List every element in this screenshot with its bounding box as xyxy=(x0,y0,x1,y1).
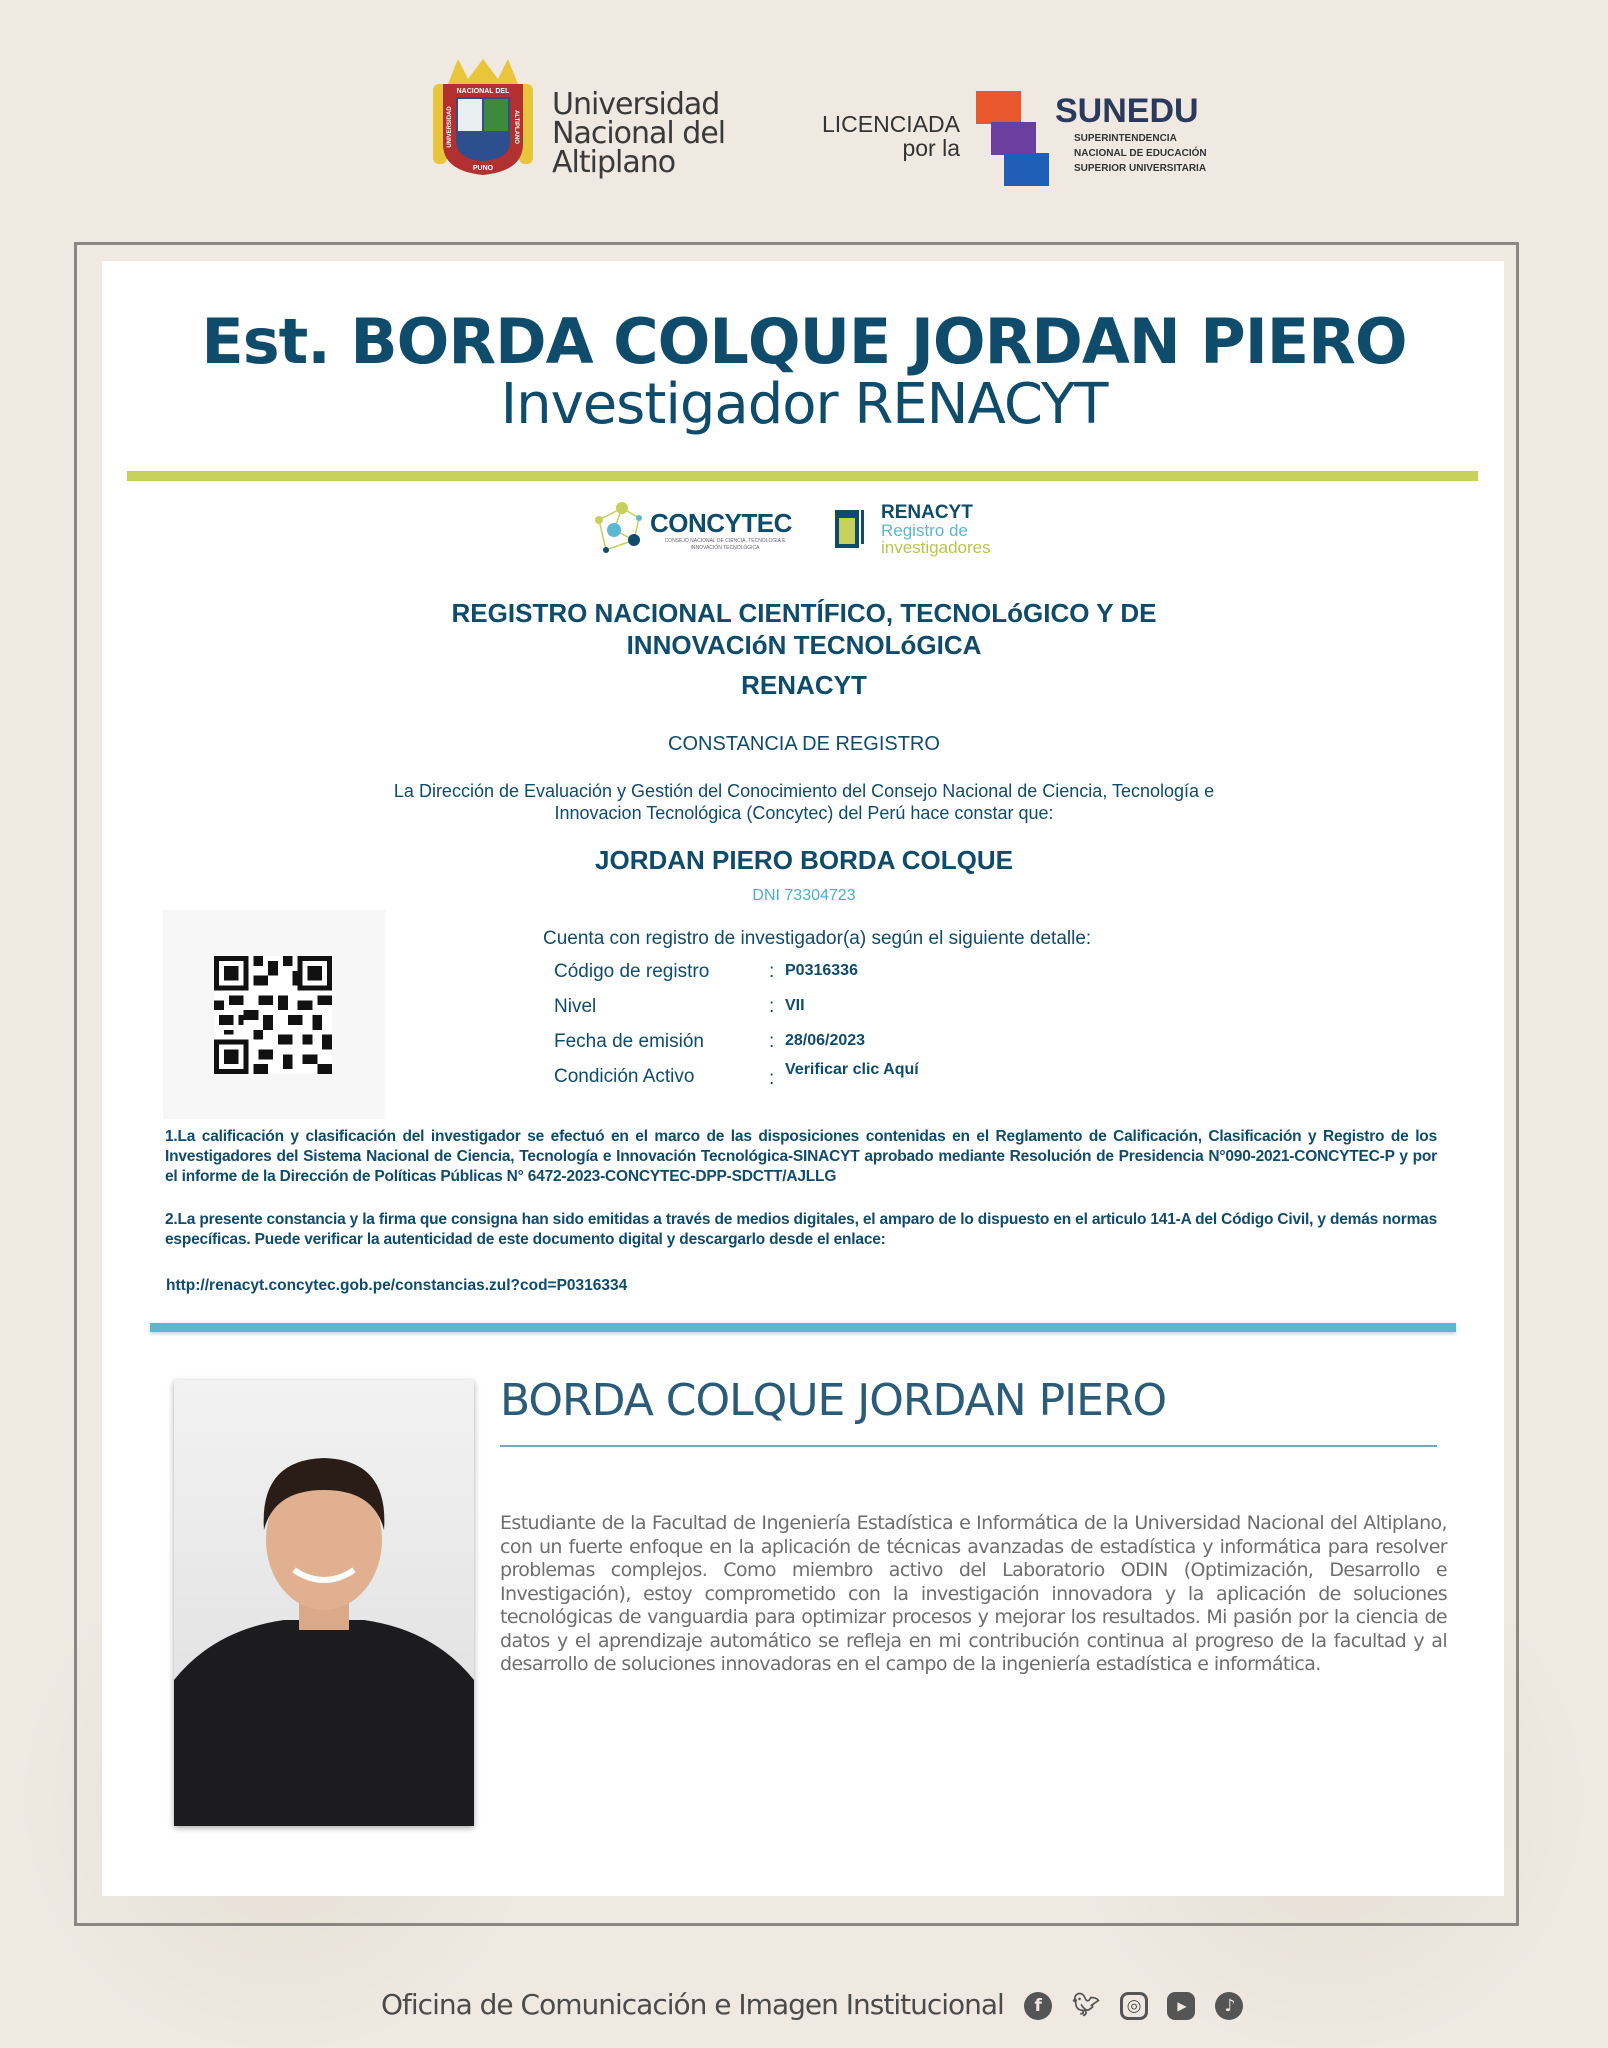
verify-link[interactable]: Verificar clic Aquí xyxy=(785,1061,919,1078)
facebook-icon[interactable]: f xyxy=(1024,1992,1052,2020)
sunedu-subtitle xyxy=(1074,131,1207,176)
licensed-by: por la xyxy=(902,135,960,161)
tiktok-icon[interactable]: ♪ xyxy=(1215,1992,1243,2020)
detail-label: Código de registro xyxy=(554,961,710,982)
license-text xyxy=(818,112,960,160)
renacyt-subtitle: investigadores xyxy=(881,538,991,557)
renacyt-subtitle: Registro de xyxy=(881,521,968,540)
detail-label: Condición Activo xyxy=(554,1066,695,1087)
licensed-label: LICENCIADA xyxy=(821,111,960,137)
profile-name: BORDA COLQUE JORDAN PIERO xyxy=(500,1375,1167,1426)
registration-code: P0316336 xyxy=(785,962,858,979)
certificate-subtitle: CONSTANCIA DE REGISTRO xyxy=(668,733,940,755)
detail-colon: : xyxy=(769,1068,775,1089)
researcher-name: JORDAN PIERO BORDA COLQUE xyxy=(595,845,1013,875)
profile-divider xyxy=(500,1445,1437,1447)
dni: DNI 73304723 xyxy=(752,887,856,904)
detail-colon: : xyxy=(769,1031,775,1052)
detail-label: Fecha de emisión xyxy=(554,1031,704,1052)
detail-colon: : xyxy=(769,996,775,1017)
person-photo-icon xyxy=(174,1380,474,1826)
sunedu-title: SUNEDU xyxy=(1055,92,1199,130)
certificate-heading: RENACYT xyxy=(741,670,867,700)
note-1: 1.La calificación y clasificación del investigador se efectuó en el marco de las disposiciones contenidas en el Reglamento de Calificación, Clasificación y Registro de los Investigadores del Sistema Nacional de Ciencia, Tecnología e Innovación Tecnológica-SINACYT aprobado mediante Resolución de Presidencia N°090-2021-CONCYTEC-P y por el informe de la Dirección de Políticas Públicas N° 6472-2023-CONCYTEC-DPP-SDCTT/AJLLG xyxy=(165,1128,1437,1185)
university-name-line: Altiplano xyxy=(552,145,676,180)
issue-date: 28/06/2023 xyxy=(785,1032,866,1049)
profile-bio: Estudiante de la Facultad de Ingeniería Estadística e Informática de la Universidad Nacional del Altiplano, con un fuerte enfoque en la aplicación de técnicas avanzadas de estadística y informática para resolver problemas complejos. Como miembro activo del Laboratorio ODIN (Optimización, Desarrollo e Investigación), estoy comprometido con la investigación innovadora y la aplicación de soluciones tecnológicas de vanguardia para optimizar procesos y mejorar los resultados. Mi pasión por la ciencia de datos y el aprendizaje automático se refleja en mi contribución continua al progreso de la facultad y al desarrollo de soluciones innovadoras en el campo de la ingeniería estadística e informática. xyxy=(500,1512,1447,1675)
office-name: Oficina de Comunicación e Imagen Institucional xyxy=(381,1988,1004,2021)
level-value: VII xyxy=(785,997,805,1014)
note-2: 2.La presente constancia y la firma que consigna han sido emitidas a través de medios digitales, el amparo de lo dispuesto en el articulo 141-A del Código Civil, y demás normas específicas. Puede verificar la autenticidad de este documento digital y descargarlo desde el enlace: xyxy=(165,1211,1437,1248)
detail-colon: : xyxy=(769,961,775,982)
university-logo xyxy=(428,59,538,177)
crest-text-right: ALTIPLANO xyxy=(513,110,519,144)
detail-intro: Cuenta con registro de investigador(a) según el siguiente detalle: xyxy=(543,928,1092,949)
profile-photo xyxy=(174,1380,474,1826)
crest-text-bottom: PUNO xyxy=(472,165,494,172)
crest-text-left: UNIVERSIDAD xyxy=(447,106,453,148)
youtube-icon[interactable]: ▶ xyxy=(1167,1992,1195,2020)
divider xyxy=(127,471,1478,481)
sunedu-sub-line: SUPERINTENDENCIA xyxy=(1074,133,1177,144)
concytec-logo xyxy=(594,500,804,560)
university-name xyxy=(552,87,726,180)
certificate-heading: REGISTRO NACIONAL CIENTÍFICO, TECNOLóGICO Y DE xyxy=(451,598,1157,628)
certificate-heading: INNOVACIóN TECNOLóGICA xyxy=(626,630,982,660)
verification-url[interactable]: http://renacyt.concytec.gob.pe/constancias.zul?cod=P0316334 xyxy=(166,1277,628,1294)
clipboard-icon xyxy=(833,506,867,550)
university-name-line: Nacional del xyxy=(552,116,726,151)
detail-label: Nivel xyxy=(554,996,597,1017)
crest-text-top: NACIONAL DEL xyxy=(456,88,510,95)
certificate-intro: La Dirección de Evaluación y Gestión del Conocimiento del Consejo Nacional de Ciencia, Tecnología e xyxy=(393,781,1215,801)
twitter-icon[interactable]: 🐦︎ xyxy=(1072,1993,1100,2018)
concytec-subtitle: CONSEJO NACIONAL DE CIENCIA, TECNOLOGÍA E INNOVACIÓN TECNOLÓGICA xyxy=(664,538,786,551)
sunedu-logo-icon xyxy=(966,89,1061,189)
page-title: Est. BORDA COLQUE JORDAN PIERO xyxy=(201,305,1407,378)
footer xyxy=(381,1988,1243,2021)
sunedu-sub-line: SUPERIOR UNIVERSITARIA xyxy=(1074,163,1207,174)
sunedu-sub-line: NACIONAL DE EDUCACIÓN xyxy=(1074,148,1207,159)
university-name-line: Universidad xyxy=(552,87,720,122)
concytec-network-icon xyxy=(594,500,650,560)
qr-code-icon[interactable] xyxy=(213,956,333,1074)
qr-container xyxy=(163,910,385,1119)
renacyt-wordmark: RENACYT xyxy=(881,502,973,523)
concytec-wordmark: CONCYTEC xyxy=(650,508,792,538)
renacyt-logo xyxy=(833,502,1013,562)
university-crest-icon xyxy=(428,59,538,177)
page-subtitle: Investigador RENACYT xyxy=(500,372,1108,437)
divider xyxy=(150,1323,1456,1332)
certificate-intro: Innovacion Tecnológica (Concytec) del Perú hace constar que: xyxy=(554,803,1054,823)
instagram-icon[interactable]: ◎ xyxy=(1120,1992,1148,2020)
